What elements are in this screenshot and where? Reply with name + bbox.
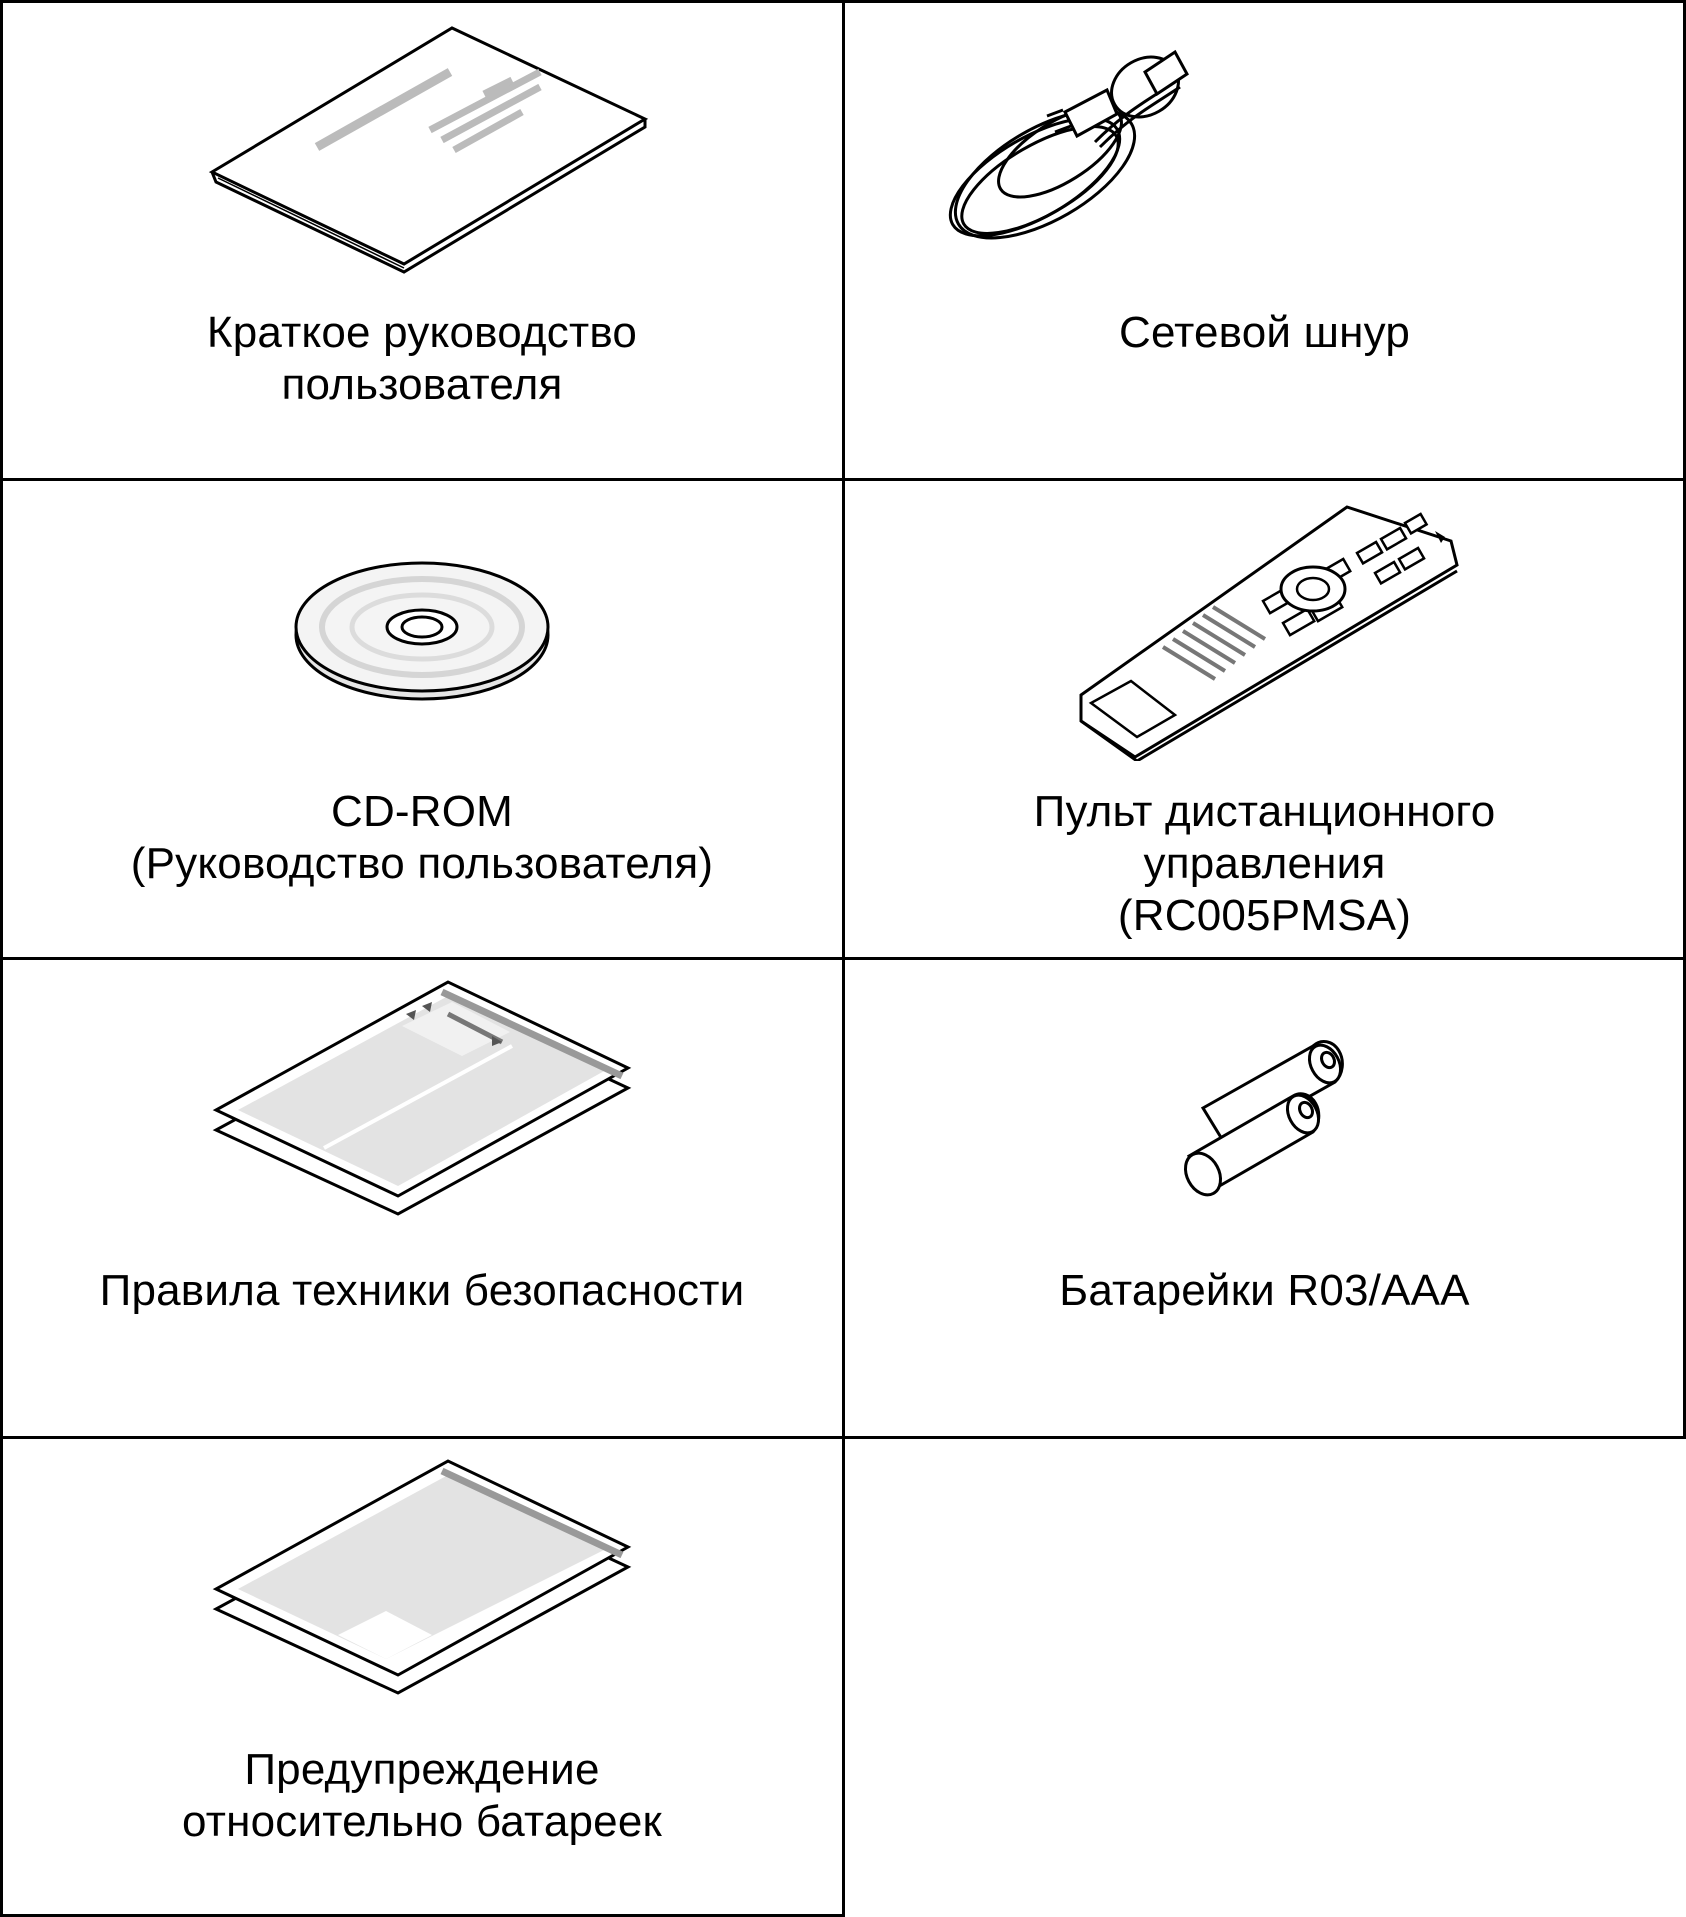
caption-safety-instructions (2, 1265, 842, 1317)
caption-line: Батарейки R03/AAA (1059, 1266, 1470, 1315)
caption-cd-rom (2, 786, 842, 890)
quick-start-guide-icon (2, 2, 842, 282)
accessory-cell-cd-rom (2, 481, 842, 957)
accessory-cell-safety-instructions (2, 960, 842, 1436)
caption-line: управления (1143, 839, 1386, 888)
caption-line: Краткое руководство (206, 308, 638, 357)
caption-line: Пульт дистанционного (1033, 787, 1496, 836)
accessory-cell-batteries (845, 960, 1684, 1436)
accessory-cell-battery-warning (2, 1439, 842, 1915)
caption-remote-control (845, 786, 1684, 942)
caption-line: (Руководство пользователя) (130, 839, 714, 888)
accessory-cell-remote-control (845, 481, 1684, 957)
caption-line: относительно батареек (182, 1797, 662, 1846)
empty-cell (845, 1439, 1684, 1915)
safety-instructions-icon (2, 960, 842, 1240)
caption-battery-warning (2, 1744, 842, 1848)
power-cord-icon (845, 2, 1684, 282)
remote-control-icon (845, 481, 1684, 761)
accessory-cell-power-cord (845, 2, 1684, 478)
caption-quick-start-guide (2, 307, 842, 411)
caption-line: CD-ROM (330, 787, 514, 836)
batteries-icon (845, 960, 1684, 1240)
battery-warning-icon (2, 1439, 842, 1719)
caption-batteries (845, 1265, 1684, 1317)
caption-line: Сетевой шнур (1118, 308, 1411, 357)
caption-line: Правила техники безопасности (99, 1266, 745, 1315)
accessory-cell-quick-start-guide (2, 2, 842, 478)
cd-rom-icon (2, 481, 842, 761)
caption-power-cord (845, 307, 1684, 359)
caption-line: Предупреждение (244, 1745, 600, 1794)
caption-line: (RC005PMSA) (1117, 891, 1412, 940)
caption-line: пользователя (281, 360, 563, 409)
